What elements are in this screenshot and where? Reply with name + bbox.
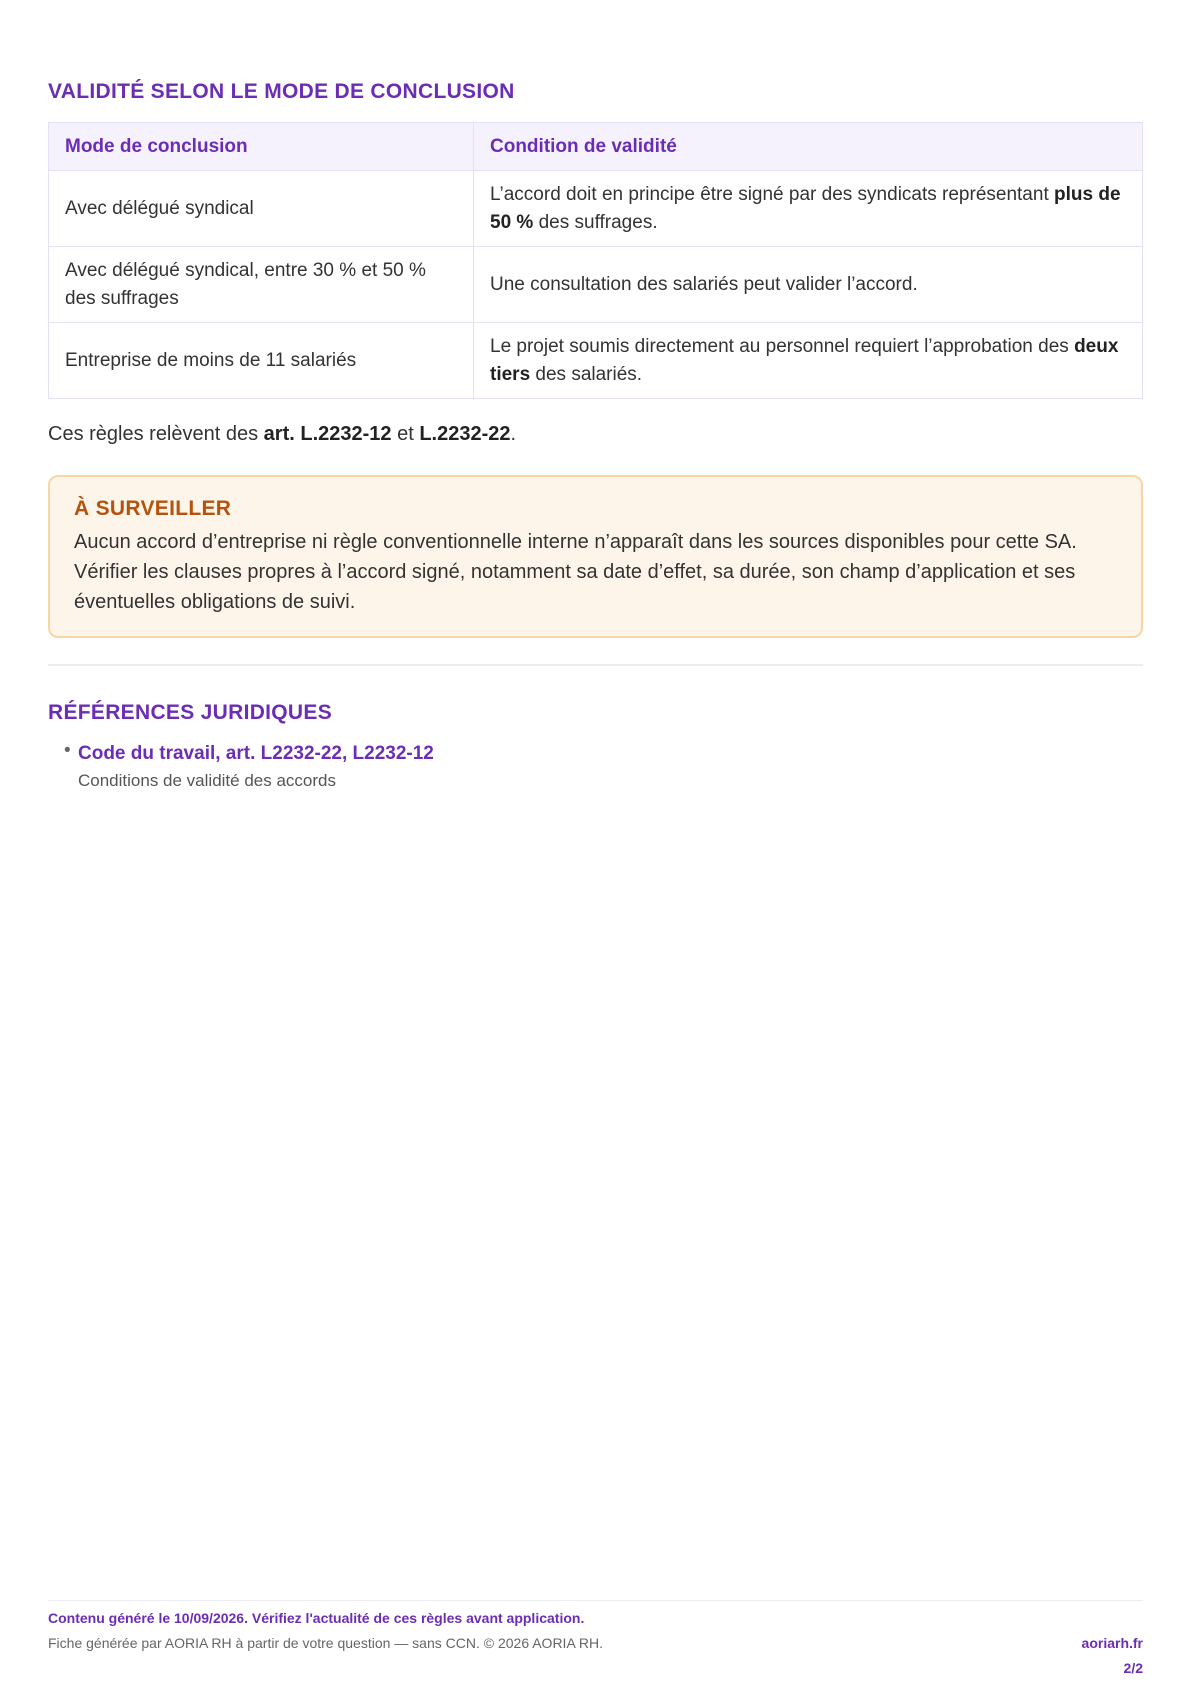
table-row bbox=[49, 171, 1143, 247]
section-divider bbox=[48, 664, 1143, 666]
page-number: 2/2 bbox=[1123, 1660, 1143, 1676]
note-text: et bbox=[391, 423, 420, 445]
note-text: . bbox=[510, 423, 517, 445]
footer-site-link[interactable]: aoriarh.fr bbox=[1081, 1635, 1143, 1651]
column-header-condition: Condition de validité bbox=[474, 123, 1143, 171]
condition-text: Une consultation des salariés peut valider l’accord. bbox=[490, 273, 918, 295]
references-list bbox=[64, 740, 434, 794]
document-page bbox=[48, 0, 1143, 1684]
validity-section-title: VALIDITÉ SELON LE MODE DE CONCLUSION bbox=[48, 80, 515, 103]
table-header-row bbox=[49, 123, 1143, 171]
condition-text: L’accord doit en principe être signé par des syndicats représentant bbox=[490, 183, 1054, 205]
condition-text: des salariés. bbox=[530, 363, 643, 385]
mode-cell: Avec délégué syndical, entre 30 % et 50 % des suffrages bbox=[49, 247, 474, 323]
condition-cell bbox=[474, 171, 1143, 247]
list-item bbox=[64, 740, 434, 794]
table-row bbox=[49, 247, 1143, 323]
alert-title: À SURVEILLER bbox=[74, 497, 232, 520]
rules-note bbox=[48, 423, 516, 446]
mode-cell: Avec délégué syndical bbox=[49, 171, 474, 247]
mode-cell: Entreprise de moins de 11 salariés bbox=[49, 323, 474, 399]
article-reference: art. L.2232-12 bbox=[263, 423, 392, 445]
alert-body: Aucun accord d’entreprise ni règle conventionnelle interne n’apparaît dans les sources disponibles pour cette SA. Vérifier les clauses propres à l’accord signé, notamment sa date d’effet, sa durée, son champ d’application et ses éventuelles obligations de suivi. bbox=[74, 531, 1077, 613]
condition-text: des suffrages. bbox=[533, 211, 658, 233]
condition-cell bbox=[474, 247, 1143, 323]
footer-divider bbox=[48, 1600, 1143, 1601]
footer-source-text: Fiche générée par AORIA RH à partir de votre question — sans CCN. © 2026 AORIA RH. bbox=[48, 1635, 604, 1651]
condition-emphasis: deux tiers bbox=[490, 335, 1119, 385]
watch-alert-box bbox=[48, 475, 1143, 638]
table-row bbox=[49, 323, 1143, 399]
reference-description: Conditions de validité des accords bbox=[78, 771, 336, 790]
note-text: Ces règles relèvent des bbox=[48, 423, 264, 445]
footer-generated-notice: Contenu généré le 10/09/2026. Vérifiez l'actualité de ces règles avant application. bbox=[48, 1610, 585, 1626]
column-header-mode: Mode de conclusion bbox=[49, 123, 474, 171]
validity-table bbox=[48, 122, 1143, 399]
condition-emphasis: plus de 50 % bbox=[490, 183, 1121, 233]
condition-text: Le projet soumis directement au personnel requiert l’approbation des bbox=[490, 335, 1075, 357]
reference-title[interactable]: Code du travail, art. L2232-22, L2232-12 bbox=[78, 743, 434, 764]
references-section-title: RÉFÉRENCES JURIDIQUES bbox=[48, 701, 333, 724]
bullet-icon: • bbox=[64, 740, 71, 761]
condition-cell bbox=[474, 323, 1143, 399]
article-reference: L.2232-22 bbox=[419, 423, 511, 445]
